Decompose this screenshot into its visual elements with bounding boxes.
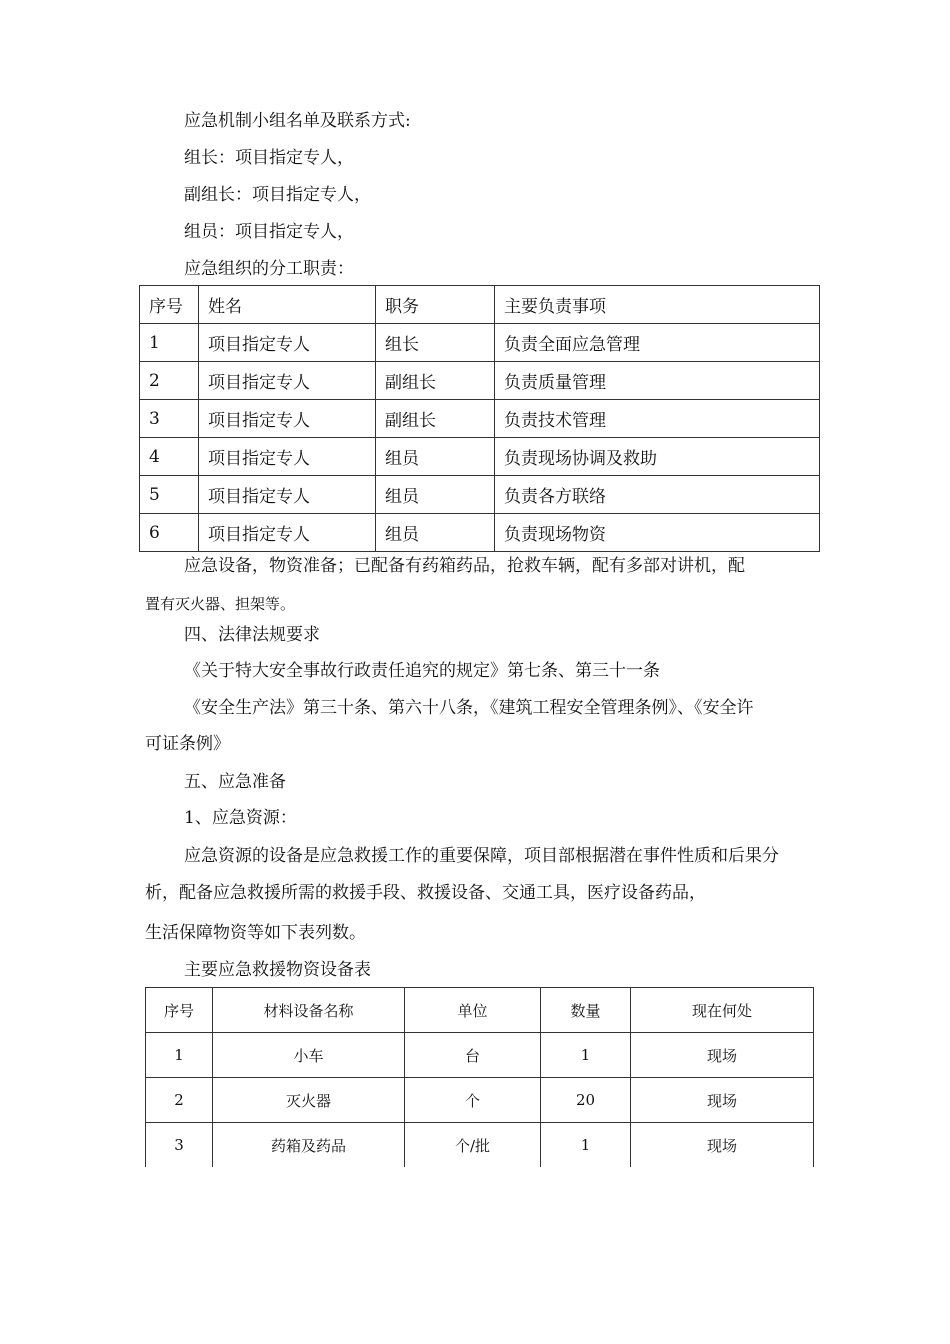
subheading-resources: 1、应急资源： [184, 808, 297, 828]
paragraph-members: 组员：项目指定专人， [184, 222, 354, 242]
duties-header-cell: 姓名 [199, 286, 376, 324]
table-caption: 主要应急救援物资设备表 [184, 960, 371, 980]
table-row [140, 400, 820, 438]
paragraph-equipment-line1: 应急设备，物资准备；已配备有药箱药品，抢救车辆，配有多部对讲机，配 [184, 556, 745, 576]
equipment-cell: 1 [541, 1033, 631, 1078]
duties-cell: 负责技术管理 [495, 400, 820, 438]
section-heading-laws: 四、法律法规要求 [184, 625, 320, 645]
equipment-header-cell: 序号 [146, 988, 213, 1033]
duties-cell: 负责现场物资 [495, 514, 820, 552]
paragraph-resources-line2: 析，配备应急救援所需的救援手段、救援设备、交通工具，医疗设备药品， [145, 883, 706, 903]
duties-cell: 项目指定专人 [199, 476, 376, 514]
duties-cell: 6 [140, 514, 199, 552]
duties-cell: 3 [140, 400, 199, 438]
duties-table [139, 285, 820, 552]
equipment-cell: 小车 [213, 1033, 405, 1078]
duties-cell: 4 [140, 438, 199, 476]
equipment-cell: 现场 [631, 1033, 814, 1078]
equipment-cell: 1 [541, 1123, 631, 1168]
paragraph-law-1: 《关于特大安全事故行政责任追究的规定》第七条、第三十一条 [184, 661, 660, 681]
equipment-cell: 20 [541, 1078, 631, 1123]
table-row [140, 476, 820, 514]
equipment-cell: 个 [405, 1078, 541, 1123]
equipment-cell: 现场 [631, 1078, 814, 1123]
equipment-header-row [146, 988, 814, 1033]
equipment-cell: 灭火器 [213, 1078, 405, 1123]
paragraph-equipment-line2: 置有灭火器、担架等。 [145, 595, 296, 613]
equipment-header-cell: 数量 [541, 988, 631, 1033]
duties-cell: 负责各方联络 [495, 476, 820, 514]
duties-cell: 项目指定专人 [199, 514, 376, 552]
paragraph-resources-line1: 应急资源的设备是应急救援工作的重要保障，项目部根据潜在事件性质和后果分 [184, 846, 779, 866]
paragraph-resources-line3: 生活保障物资等如下表列数。 [145, 923, 366, 943]
equipment-cell: 个/批 [405, 1123, 541, 1168]
duties-cell: 组员 [376, 514, 495, 552]
duties-cell: 2 [140, 362, 199, 400]
duties-cell: 项目指定专人 [199, 362, 376, 400]
equipment-cell: 2 [146, 1078, 213, 1123]
duties-header-cell: 序号 [140, 286, 199, 324]
equipment-table [145, 987, 814, 1167]
duties-cell: 副组长 [376, 400, 495, 438]
duties-header-row [140, 286, 820, 324]
paragraph-leader: 组长：项目指定专人， [184, 148, 354, 168]
table-row [140, 514, 820, 552]
duties-cell: 1 [140, 324, 199, 362]
section-heading-preparation: 五、应急准备 [184, 772, 286, 792]
equipment-cell: 台 [405, 1033, 541, 1078]
duties-cell: 项目指定专人 [199, 400, 376, 438]
equipment-cell: 药箱及药品 [213, 1123, 405, 1168]
paragraph-law-2-line2: 可证条例》 [145, 734, 230, 754]
table-row [146, 1123, 814, 1168]
duties-cell: 5 [140, 476, 199, 514]
duties-cell: 组长 [376, 324, 495, 362]
table-row [146, 1078, 814, 1123]
duties-cell: 项目指定专人 [199, 324, 376, 362]
duties-cell: 组员 [376, 476, 495, 514]
paragraph-deputy-leader: 副组长：项目指定专人， [184, 185, 371, 205]
duties-cell: 负责质量管理 [495, 362, 820, 400]
duties-cell: 副组长 [376, 362, 495, 400]
equipment-cell: 现场 [631, 1123, 814, 1168]
paragraph-team-list: 应急机制小组名单及联系方式: [184, 111, 411, 131]
paragraph-duties-heading: 应急组织的分工职责： [184, 259, 354, 279]
equipment-header-cell: 现在何处 [631, 988, 814, 1033]
duties-cell: 项目指定专人 [199, 438, 376, 476]
table-row [140, 324, 820, 362]
table-row [140, 438, 820, 476]
equipment-header-cell: 单位 [405, 988, 541, 1033]
duties-cell: 组员 [376, 438, 495, 476]
table-row [140, 362, 820, 400]
duties-header-cell: 主要负责事项 [495, 286, 820, 324]
duties-cell: 负责现场协调及救助 [495, 438, 820, 476]
equipment-cell: 1 [146, 1033, 213, 1078]
table-row [146, 1033, 814, 1078]
equipment-cell: 3 [146, 1123, 213, 1168]
paragraph-law-2-line1: 《安全生产法》第三十条、第六十八条，《建筑工程安全管理条例》、《安全许 [184, 698, 754, 718]
duties-cell: 负责全面应急管理 [495, 324, 820, 362]
duties-header-cell: 职务 [376, 286, 495, 324]
equipment-header-cell: 材料设备名称 [213, 988, 405, 1033]
